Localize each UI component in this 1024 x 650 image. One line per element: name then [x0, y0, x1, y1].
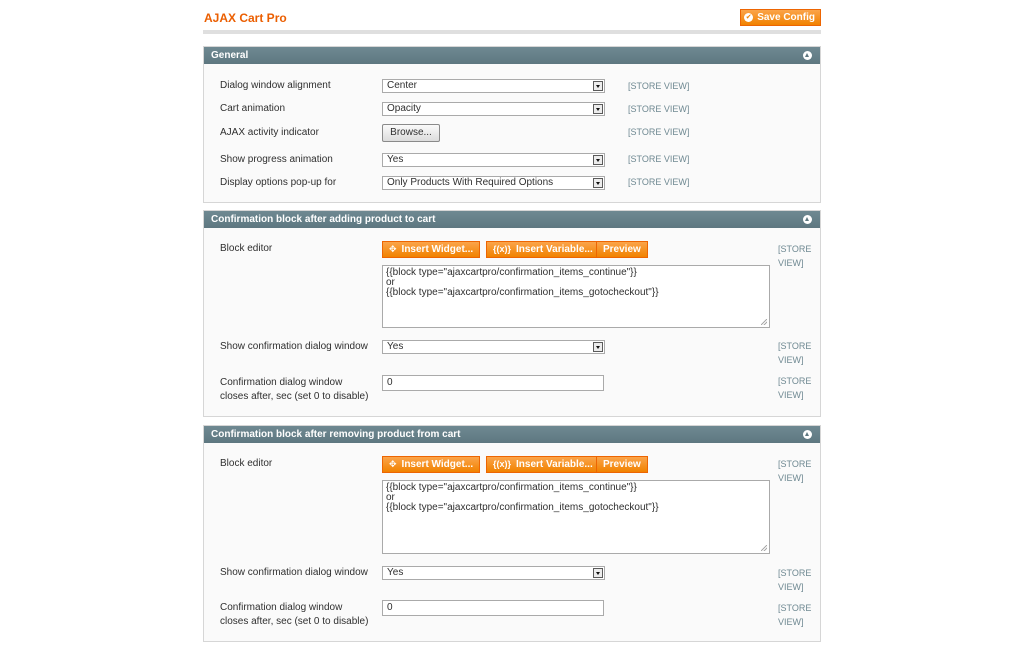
- editor-line: or: [386, 277, 395, 288]
- section-general: [203, 46, 821, 203]
- closes-after-label-line2: closes after, sec (set 0 to disable): [220, 616, 369, 627]
- insert-widget-button[interactable]: [382, 456, 480, 473]
- editor-line: {{block type="ajaxcartpro/confirmation_items_gotocheckout"}}: [386, 502, 659, 513]
- block-editor-label: Block editor: [220, 458, 273, 469]
- section-confirm-remove-header[interactable]: [204, 426, 820, 443]
- section-confirm-add-title: Confirmation block after adding product to cart: [211, 214, 436, 225]
- chevron-down-icon: [593, 178, 603, 188]
- insert-widget-label: Insert Widget...: [401, 244, 474, 255]
- section-confirm-remove: [203, 425, 821, 642]
- block-editor-textarea[interactable]: [382, 265, 770, 328]
- section-confirm-add: [203, 210, 821, 417]
- scope-label-line1: [STORE: [778, 244, 812, 254]
- scope-label: [STORE VIEW]: [628, 177, 690, 187]
- scope-label-line1: [STORE: [778, 568, 812, 578]
- show-dialog-select[interactable]: [382, 566, 605, 580]
- variable-icon: {(x)}: [493, 459, 512, 469]
- save-config-label: Save Config: [757, 12, 815, 23]
- insert-variable-label: Insert Variable...: [516, 244, 593, 255]
- closes-after-input[interactable]: 0: [382, 375, 604, 391]
- browse-button[interactable]: Browse...: [382, 124, 440, 142]
- progress-animation-select[interactable]: [382, 153, 605, 167]
- scope-label-line2: VIEW]: [778, 390, 804, 400]
- closes-after-label-line2: closes after, sec (set 0 to disable): [220, 391, 369, 402]
- preview-button[interactable]: Preview: [596, 456, 648, 473]
- chevron-down-icon: [593, 104, 603, 114]
- scope-label: [STORE VIEW]: [628, 81, 690, 91]
- editor-line: {{block type="ajaxcartpro/confirmation_items_gotocheckout"}}: [386, 287, 659, 298]
- widget-icon: ✥: [389, 459, 397, 469]
- insert-variable-label: Insert Variable...: [516, 459, 593, 470]
- show-dialog-value: Yes: [387, 567, 404, 578]
- scope-label-line2: VIEW]: [778, 473, 804, 483]
- show-dialog-value: Yes: [387, 341, 404, 352]
- options-popup-select[interactable]: [382, 176, 605, 190]
- scope-label-line1: [STORE: [778, 603, 812, 613]
- chevron-down-icon: [593, 81, 603, 91]
- closes-after-input[interactable]: 0: [382, 600, 604, 616]
- scope-label: [STORE VIEW]: [628, 127, 690, 137]
- insert-widget-label: Insert Widget...: [401, 459, 474, 470]
- variable-icon: {(x)}: [493, 244, 512, 254]
- section-general-header[interactable]: [204, 47, 820, 64]
- block-editor-label: Block editor: [220, 243, 273, 254]
- checkmark-icon: ✔: [745, 14, 752, 21]
- preview-button[interactable]: Preview: [596, 241, 648, 258]
- collapse-icon[interactable]: [803, 430, 812, 439]
- config-page: [203, 0, 821, 627]
- scope-label-line1: [STORE: [778, 341, 812, 351]
- collapse-icon[interactable]: [803, 51, 812, 60]
- progress-animation-value: Yes: [387, 154, 404, 165]
- insert-variable-button[interactable]: [486, 456, 600, 473]
- scope-label-line2: VIEW]: [778, 258, 804, 268]
- chevron-down-icon: [593, 568, 603, 578]
- scope-label: [STORE VIEW]: [628, 154, 690, 164]
- insert-widget-button[interactable]: [382, 241, 480, 258]
- closes-after-label-line1: Confirmation dialog window: [220, 602, 343, 613]
- scope-label-line2: VIEW]: [778, 617, 804, 627]
- chevron-down-icon: [593, 342, 603, 352]
- insert-variable-button[interactable]: [486, 241, 600, 258]
- resize-grip-icon[interactable]: [761, 545, 767, 551]
- page-title: AJAX Cart Pro: [204, 11, 287, 25]
- dialog-alignment-label: Dialog window alignment: [220, 80, 331, 91]
- editor-line: {{block type="ajaxcartpro/confirmation_items_continue"}}: [386, 482, 637, 493]
- dialog-alignment-value: Center: [387, 80, 418, 91]
- cart-animation-value: Opacity: [387, 103, 421, 114]
- show-dialog-select[interactable]: [382, 340, 605, 354]
- cart-animation-select[interactable]: [382, 102, 605, 116]
- section-confirm-add-header[interactable]: [204, 211, 820, 228]
- show-dialog-label: Show confirmation dialog window: [220, 341, 368, 352]
- options-popup-value: Only Products With Required Options: [387, 177, 554, 188]
- scope-label-line2: VIEW]: [778, 582, 804, 592]
- progress-animation-label: Show progress animation: [220, 154, 333, 165]
- save-config-button[interactable]: [740, 9, 821, 26]
- section-confirm-remove-title: Confirmation block after removing product from cart: [211, 429, 461, 440]
- options-popup-label: Display options pop-up for: [220, 177, 337, 188]
- closes-after-label-line1: Confirmation dialog window: [220, 377, 343, 388]
- activity-indicator-label: AJAX activity indicator: [220, 127, 319, 138]
- dialog-alignment-select[interactable]: [382, 79, 605, 93]
- scope-label-line1: [STORE: [778, 459, 812, 469]
- editor-line: {{block type="ajaxcartpro/confirmation_items_continue"}}: [386, 267, 637, 278]
- section-general-title: General: [211, 50, 249, 61]
- cart-animation-label: Cart animation: [220, 103, 286, 114]
- widget-icon: ✥: [389, 244, 397, 254]
- resize-grip-icon[interactable]: [761, 319, 767, 325]
- chevron-down-icon: [593, 155, 603, 165]
- scope-label: [STORE VIEW]: [628, 104, 690, 114]
- collapse-icon[interactable]: [803, 215, 812, 224]
- scope-label-line1: [STORE: [778, 376, 812, 386]
- show-dialog-label: Show confirmation dialog window: [220, 567, 368, 578]
- scope-label-line2: VIEW]: [778, 355, 804, 365]
- editor-line: or: [386, 492, 395, 503]
- page-header: [203, 0, 821, 34]
- block-editor-textarea[interactable]: [382, 480, 770, 554]
